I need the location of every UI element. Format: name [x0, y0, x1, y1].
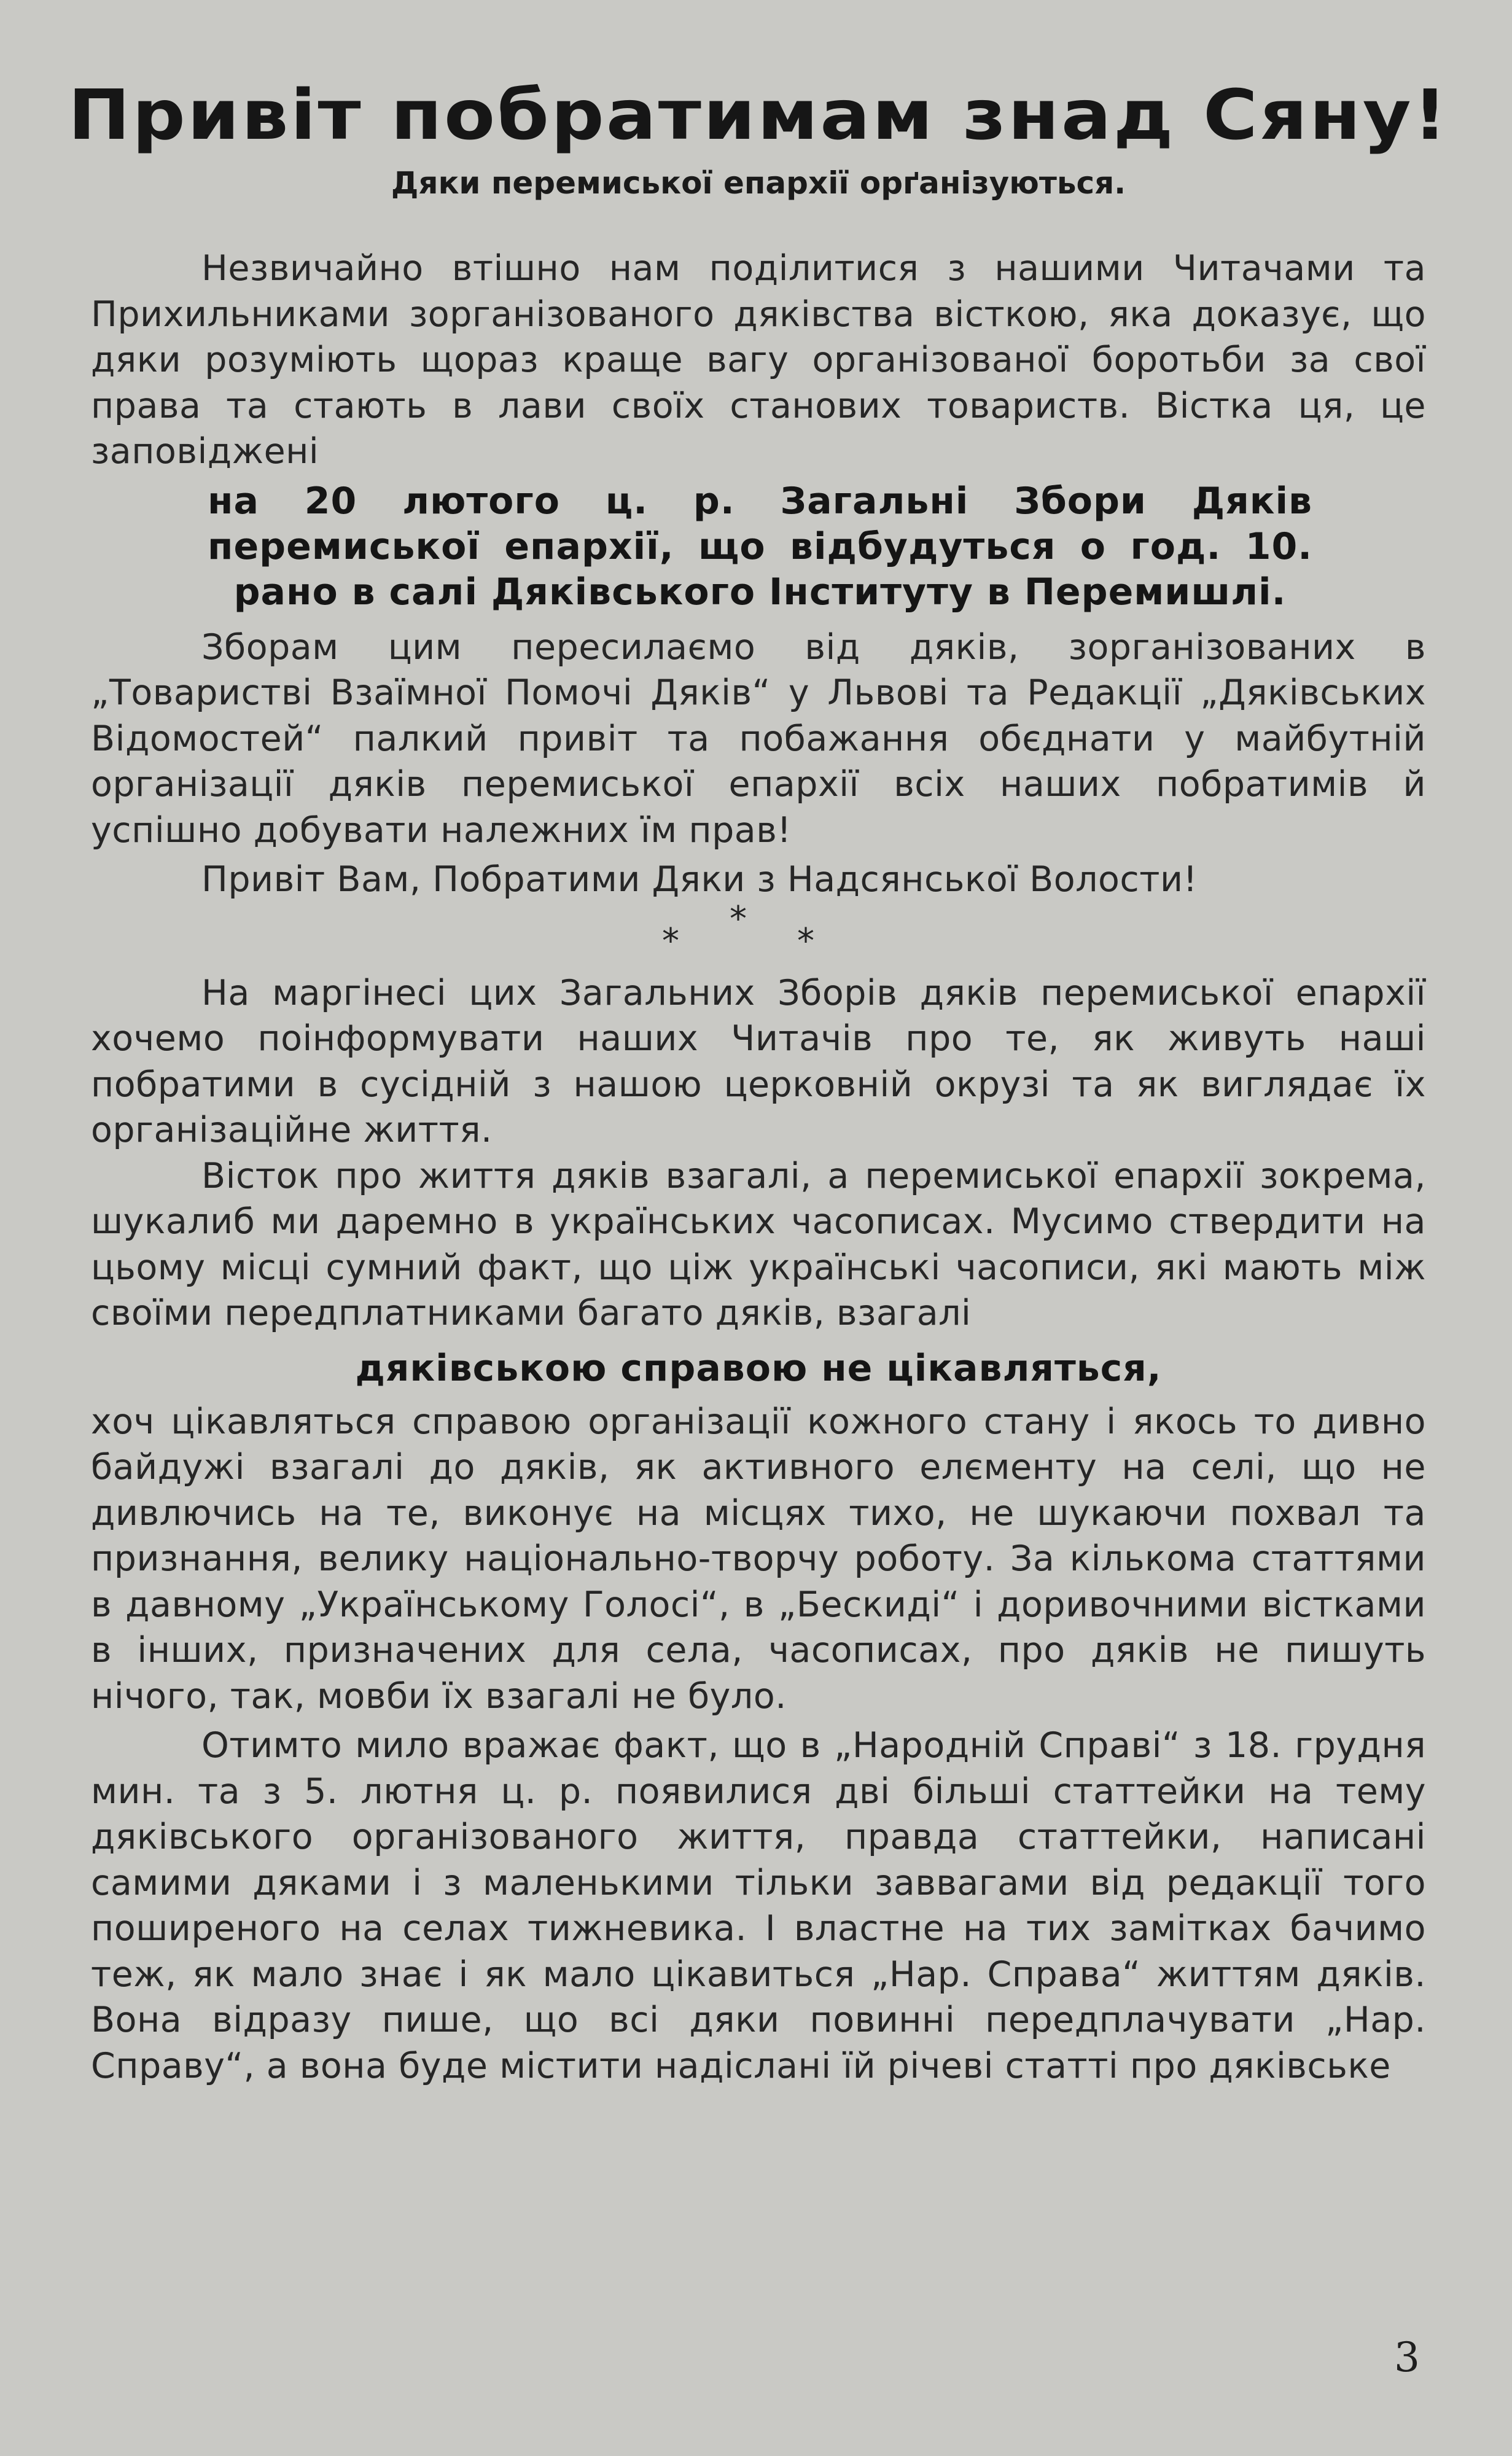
- emphasis-line: дяківською справою не цікавляться,: [355, 1346, 1162, 1390]
- paragraph-1: Незвичайно втішно нам поділитися з нашими Читачами та Прихильниками зорганізованого дяківства вісткою, яка доказує, що дяки розуміють щораз краще вагу організованої боротьби за свої права та стають в лави своїх станових товариств. Вістка ця, це заповіджені: [91, 248, 1426, 472]
- paragraph-6: хоч цікавляться справою організації кожного стану і якось то дивно байдужі взагалі до дяків, як активного елєменту на селі, що не дивлючись на те, виконує на місцях тихо, не шукаючи похвал та признання, велику національно-творчу роботу. За кількома статтями в давному „Українському Голосі“, в „Бескиді“ і доривочними вістками в інших, призначених для села, часописах, про дяків не пишуть нічого, так, мовби їх взагалі не було.: [91, 1401, 1426, 1717]
- page-subtitle: Дяки перемиської епархії орґанізуються.: [391, 165, 1126, 201]
- paragraph-2: Зборам цим пересилаємо від дяків, зорганізованих в „Товаристві Взаїмної Помочі Дяків“ у Львові та Редакції „Дяківських Відомостей“ палкий привіт та побажання обєднати у майбутній організації дяків перемиської епархії всіх наших побратимів й успішно добувати належних їм прав!: [91, 626, 1426, 851]
- separator-star: *: [730, 899, 747, 939]
- page-title: Привіт побратимам знад Сяну!: [68, 76, 1449, 155]
- emphasis-block-meeting: на 20 лютого ц. р. Загальні Збори Дяків перемиської епархії, що відбудуться о год. 10. рано в салі Дяківського Інституту в Перемишлі.: [208, 479, 1312, 614]
- paragraph-5: Вісток про життя дяків взагалі, а перемиської епархії зокрема, шукалиб ми даремно в українських часописах. Мусимо ствердити на цьому місці сумний факт, що ціж українські часописи, які мають між своїми передплатниками багато дяків, взагалі: [91, 1155, 1426, 1333]
- separator-star: *: [797, 921, 814, 961]
- paragraph-4: На маргінесі цих Загальних Зборів дяків перемиської епархії хочемо поінформувати наших Читачів про те, як живуть наші побратими в сусідній з нашою церковній окрузі та як виглядає їх організаційне життя.: [91, 972, 1426, 1150]
- page-number: 3: [1394, 2334, 1420, 2381]
- separator-star: *: [662, 921, 679, 961]
- paragraph-7: Отимто мило вражає факт, що в „Народній Справі“ з 18. грудня мин. та з 5. лютня ц. р. появилися дві більші статтейки на тему дяківського організованого життя, правда статтейки, написані самими дяками і з маленькими тільки заввагами від редакції того поширеного на селах тижневика. І властне на тих замітках бачимо теж, як мало знає і як мало цікавиться „Нар. Справа“ життям дяків. Вона відразу пише, що всі дяки повинні передплачувати „Нар. Справу“, а вона буде містити надіслані їй річеві статті про дяківське: [91, 1725, 1426, 2086]
- section-separator: [91, 899, 1426, 970]
- paragraph-3: Привіт Вам, Побратими Дяки з Надсянської Волости!: [201, 859, 1198, 900]
